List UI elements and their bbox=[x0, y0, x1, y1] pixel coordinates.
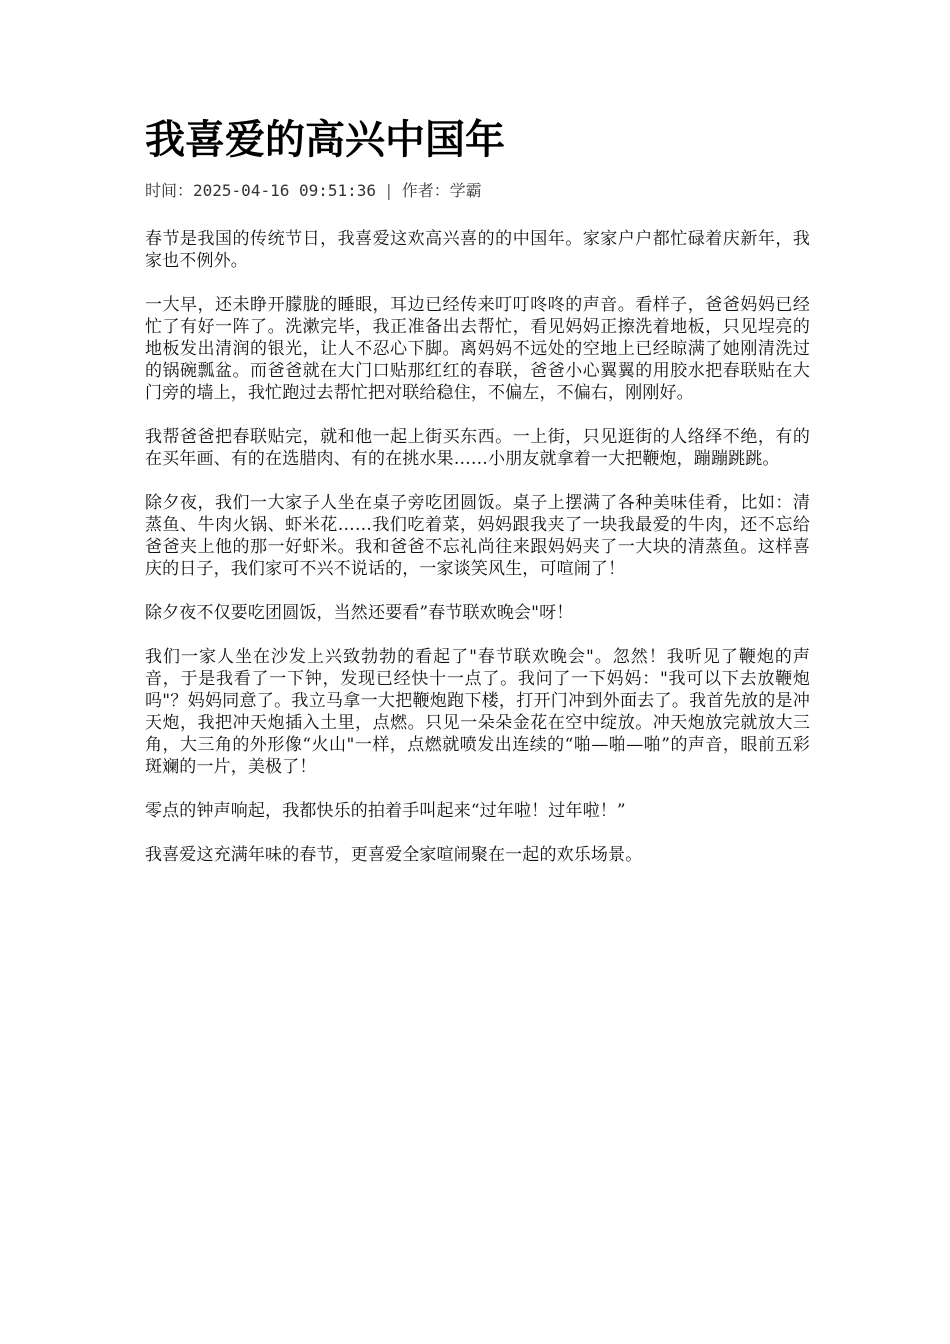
meta-separator: | bbox=[384, 181, 394, 200]
article bbox=[145, 110, 810, 888]
author-value: 学霸 bbox=[449, 181, 482, 200]
paragraph: 我帮爸爸把春联贴完，就和他一起上街买东西。一上街，只见逛街的人络绎不绝，有的在买年画、有的在选腊肉、有的在挑水果……小朋友就拿着一大把鞭炮，蹦蹦跳跳。 bbox=[145, 427, 810, 469]
author-label: 作者： bbox=[401, 181, 450, 200]
time-value: 2025-04-16 09:51:36 bbox=[193, 181, 377, 200]
article-title: 我喜爱的高兴中国年 bbox=[145, 117, 505, 163]
paragraph: 除夕夜不仅要吃团圆饭，当然还要看”春节联欢晚会"呀！ bbox=[145, 603, 574, 623]
time-label: 时间： bbox=[145, 181, 194, 200]
article-meta bbox=[145, 180, 810, 202]
paragraph: 我们一家人坐在沙发上兴致勃勃的看起了"春节联欢晚会"。忽然！我听见了鞭炮的声音，于是我看了一下钟，发现已经快十一点了。我问了一下妈妈："我可以下去放鞭炮吗"？妈妈同意了。我立马拿一大把鞭炮跑下楼，打开门冲到外面去了。我首先放的是冲天炮，我把冲天炮插入土里，点燃。只见一朵朵金花在空中绽放。冲天炮放完就放大三角，大三角的外形像“火山"一样，点燃就喷发出连续的“啪—啪—啪”的声音，眼前五彩斑斓的一片，美极了！ bbox=[145, 647, 810, 777]
paragraph: 春节是我国的传统节日，我喜爱这欢高兴喜的的中国年。家家户户都忙碌着庆新年，我家也不例外。 bbox=[145, 229, 810, 271]
paragraph: 零点的钟声响起，我都快乐的拍着手叫起来“过年啦！过年啦！” bbox=[145, 801, 626, 821]
article-body bbox=[145, 228, 810, 866]
paragraph: 一大早，还未睁开朦胧的睡眼，耳边已经传来叮叮咚咚的声音。看样子，爸爸妈妈已经忙了有好一阵了。洗漱完毕，我正准备出去帮忙，看见妈妈正擦洗着地板，只见埕亮的地板发出清润的银光，让人不忍心下脚。离妈妈不远处的空地上已经晾满了她刚清洗过的锅碗瓢盆。而爸爸就在大门口贴那红红的春联，爸爸小心翼翼的用胶水把春联贴在大门旁的墙上，我忙跑过去帮忙把对联给稳住，不偏左，不偏右，刚刚好。 bbox=[145, 295, 810, 403]
paragraph: 除夕夜，我们一大家子人坐在桌子旁吃团圆饭。桌子上摆满了各种美味佳肴，比如：清蒸鱼、牛肉火锅、虾米花……我们吃着菜，妈妈跟我夹了一块我最爱的牛肉，还不忘给爸爸夹上他的那一好虾米。我和爸爸不忘礼尚往来跟妈妈夹了一大块的清蒸鱼。这样喜庆的日子，我们家可不兴不说话的，一家谈笑风生，可喧闹了！ bbox=[145, 493, 810, 579]
paragraph: 我喜爱这充满年味的春节，更喜爱全家喧闹聚在一起的欢乐场景。 bbox=[145, 845, 643, 865]
